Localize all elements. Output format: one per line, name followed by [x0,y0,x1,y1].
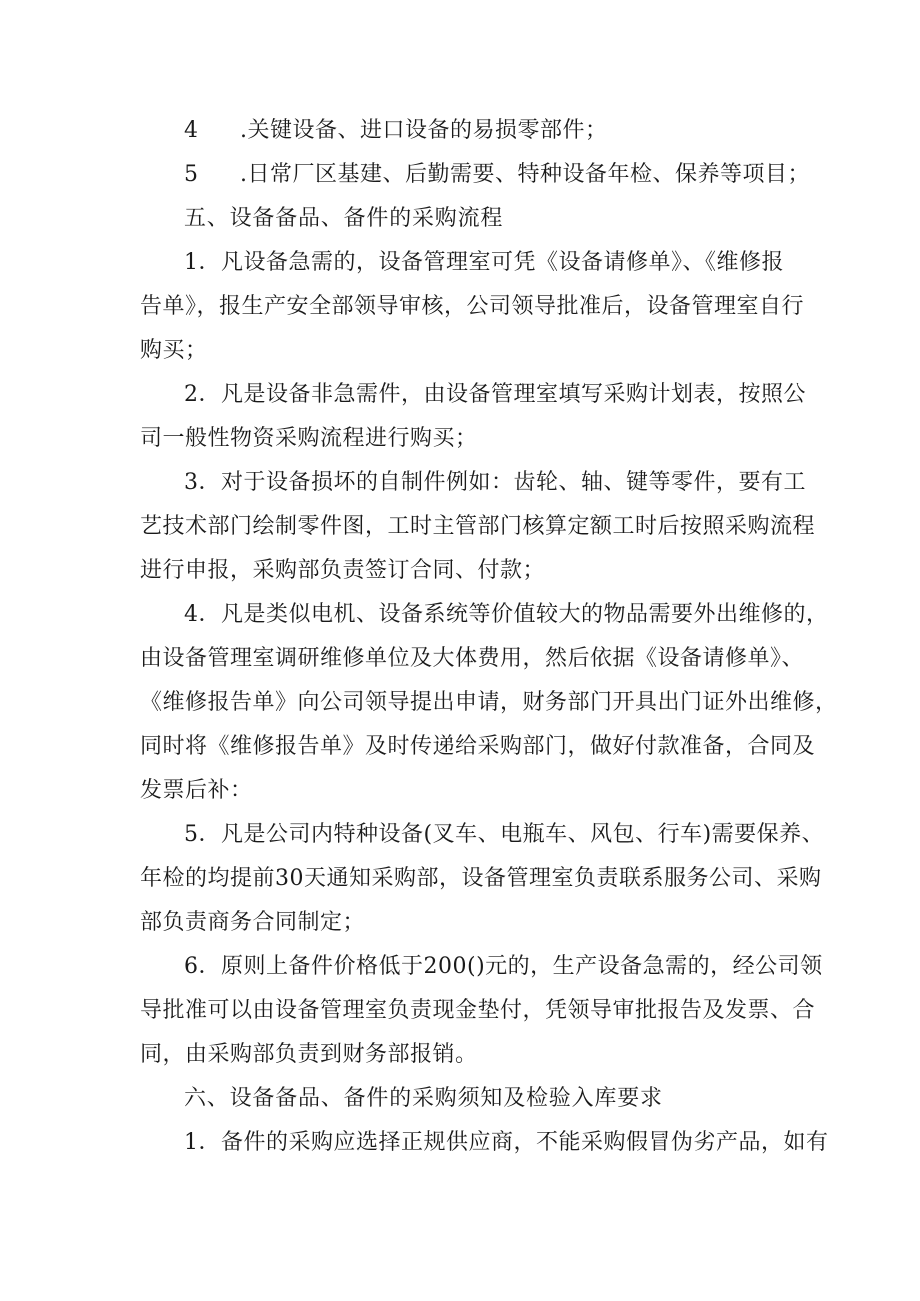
paragraph-line: 同时将《维修报告单》及时传递给采购部门，做好付款准备，合同及 [140,734,816,759]
paragraph-line: 告单》，报生产安全部领导审核，公司领导批准后，设备管理室自行 [140,294,805,319]
paragraph-line: 同，由采购部负责到财务部报销。 [140,1042,478,1067]
paragraph-line: 4．凡是类似电机、设备系统等价值较大的物品需要外出维修的， [184,602,829,627]
paragraph-line: 《维修报告单》向公司领导提出申请，财务部门开具出门证外出维修， [140,690,838,715]
item-number: 5 [184,162,199,187]
list-item-4 [184,116,844,146]
paragraph-line: 购买； [140,338,208,363]
paragraph-line: 艺技术部门绘制零件图，工时主管部门核算定额工时后按照采购流程 [140,514,816,539]
list-item-5 [184,160,844,190]
paragraph-line: 部负责商务合同制定； [140,910,366,935]
section-heading-6: 六、设备备品、备件的采购须知及检验入库要求 [184,1086,663,1111]
item-text: .关键设备、进口设备的易损零部件； [240,118,608,143]
paragraph-line: 6．原则上备件价格低于200()元的，生产设备急需的，经公司领 [184,954,823,979]
paragraph-line: 3．对于设备损坏的自制件例如：齿轮、轴、键等零件，要有工 [184,470,806,495]
paragraph-line: 5．凡是公司内特种设备(叉车、电瓶车、风包、行车)需要保养、 [184,822,825,847]
paragraph-line: 导批准可以由设备管理室负责现金垫付，凭领导审批报告及发票、合 [140,998,816,1023]
item-number: 4 [184,118,199,143]
item-text: .日常厂区基建、后勤需要、特种设备年检、保养等项目； [240,162,810,187]
paragraph-line: 进行申报，采购部负责签订合同、付款； [140,558,546,583]
paragraph-line: 1．备件的采购应选择正规供应商，不能采购假冒伪劣产品，如有 [184,1130,829,1155]
paragraph-line: 司一般性物资采购流程进行购买； [140,426,478,451]
paragraph-line: 年检的均提前30天通知采购部，设备管理室负责联系服务公司、采购 [140,866,822,891]
paragraph-line: 1．凡设备急需的，设备管理室可凭《设备请修单》、《维修报 [184,250,784,275]
paragraph-line: 由设备管理室调研维修单位及大体费用，然后依据《设备请修单》、 [140,646,805,671]
section-heading-5: 五、设备备品、备件的采购流程 [184,206,504,231]
paragraph-line: 发票后补： [140,778,253,803]
paragraph-line: 2．凡是设备非急需件，由设备管理室填写采购计划表，按照公 [184,382,806,407]
